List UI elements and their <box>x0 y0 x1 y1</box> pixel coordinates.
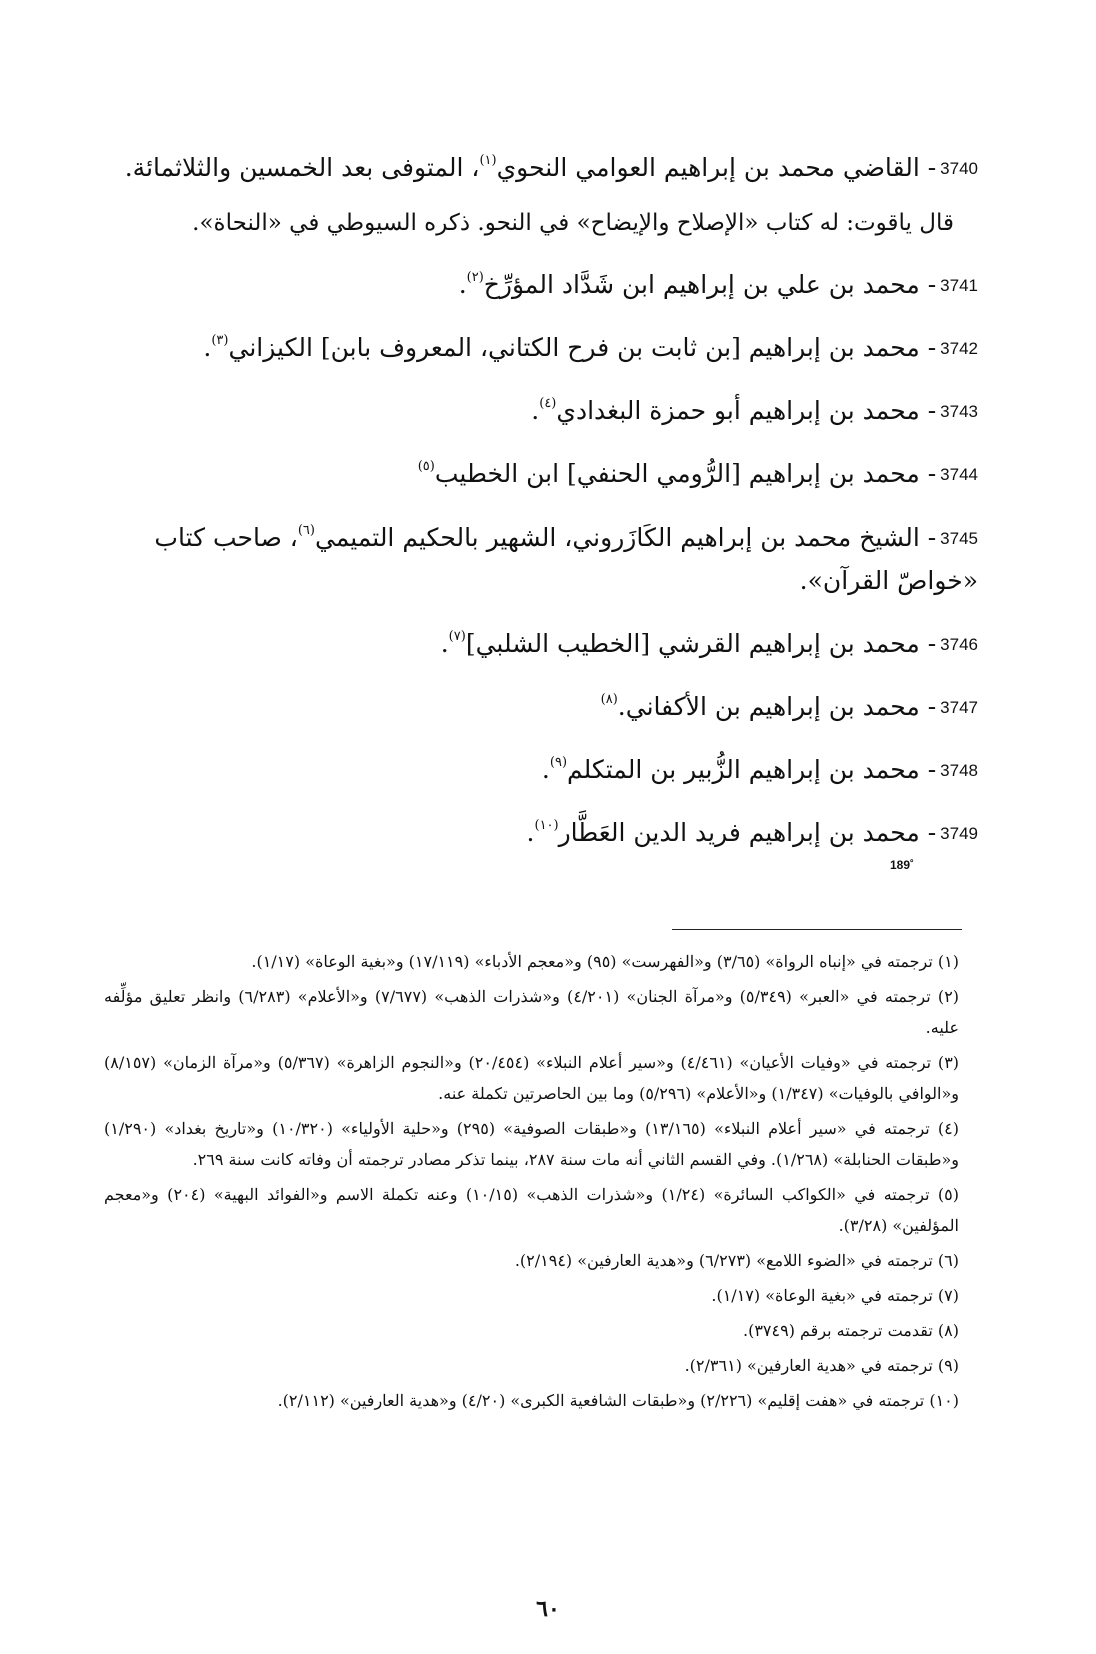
entry-text-tail: ، المتوفى بعد الخمسين والثلاثمائة. <box>124 153 480 182</box>
footnote-1: (١) ترجمته في «إنباه الرواة» (٣/٦٥) و«الفهرست» (٩٥) و«معجم الأدباء» (١٧/١١٩) و«بغية الوعاة» (١/١٧). <box>251 952 959 971</box>
footnote-separator <box>672 929 962 930</box>
page-number: ٦٠ <box>536 1596 560 1622</box>
entry-3749 <box>98 813 978 854</box>
footnote-ref: (٧) <box>448 629 466 644</box>
footnote-ref: (٥) <box>417 459 435 474</box>
entry-text-tail: ، صاحب كتاب «خواصّ القرآن». <box>154 523 978 595</box>
entry-text: - محمد بن إبراهيم [بن ثابت بن فرح الكتاني، المعروف بابن] الكيزاني <box>228 333 937 362</box>
footnote-8: (٨) تقدمت ترجمته برقم (٣٧٤٩). <box>742 1321 959 1340</box>
biographical-entries <box>98 148 978 854</box>
entry-text-tail: . <box>440 629 449 658</box>
entry-text: - محمد بن إبراهيم أبو حمزة البغدادي <box>556 396 937 425</box>
entry-number: 3741 <box>940 276 978 295</box>
entry-number: 3746 <box>940 635 978 654</box>
entry-text-tail: . <box>531 396 540 425</box>
entry-3744 <box>98 454 978 495</box>
entry-3740 <box>98 148 978 189</box>
entry-text: - محمد بن إبراهيم الزُّبير بن المتكلم <box>567 755 937 784</box>
footnote-ref: (٣) <box>211 333 229 348</box>
entry-3748 <box>98 750 978 791</box>
entry-3743 <box>98 391 978 432</box>
footnote-2: (٢) ترجمته في «العبر» (٥/٣٤٩) و«مرآة الجنان» (٤/٢٠١) و«شذرات الذهب» (٧/٦٧٧) و«الأعلام» (٦/٢٨٣) وانظر تعليق مؤلِّفه عليه. <box>104 987 960 1037</box>
footnote-3: (٣) ترجمته في «وفيات الأعيان» (٤/٤٦١) و«سير أعلام النبلاء» (٢٠/٤٥٤) و«النجوم الزاهرة» (٥/٣٦٧) و«مرآة الزمان» (٨/١٥٧) و«الوافي بالوفيات» (١/٣٤٧) و«الأعلام» (٥/٢٩٦) وما بين الحاصرتين تكملة عنه. <box>104 1053 960 1103</box>
entry-text: - القاضي محمد بن إبراهيم العوامي النحوي <box>496 153 937 182</box>
entry-number: 3742 <box>940 339 978 358</box>
footnote-ref: (٤) <box>539 396 557 411</box>
entry-text-tail: . <box>203 333 212 362</box>
entry-3742 <box>98 328 978 369</box>
entry-text: - محمد بن إبراهيم بن الأكفاني. <box>617 692 937 721</box>
footnote-5: (٥) ترجمته في «الكواكب السائرة» (١/٢٤) و«شذرات الذهب» (١٠/١٥) وعنه تكملة الاسم و«الفوائد البهية» (٢٠٤) و«معجم المؤلفين» (٣/٢٨). <box>104 1185 960 1235</box>
entry-3741 <box>98 265 978 306</box>
entry-3740-detail: قال ياقوت: له كتاب «الإصلاح والإيضاح» في النحو. ذكره السيوطي في «النحاة». <box>192 210 954 236</box>
footnote-9: (٩) ترجمته في «هدية العارفين» (٢/٣٦١). <box>684 1356 959 1375</box>
footnote-ref: (٨) <box>600 692 618 707</box>
entry-3745 <box>98 517 978 602</box>
entry-3746 <box>98 624 978 665</box>
entry-number: 3749 <box>940 824 978 843</box>
footnote-ref: (١) <box>479 153 497 168</box>
entry-number: 3744 <box>940 465 978 484</box>
footnote-4: (٤) ترجمته في «سير أعلام النبلاء» (١٣/١٦٥) و«طبقات الصوفية» (٢٩٥) و«حلية الأولياء» (١٠/٣٢٠) و«تاريخ بغداد» (١/٢٩٠) و«طبقات الحنابلة» (١/٢٦٨). وفي القسم الثاني أنه مات سنة ٢٨٧، بينما تذكر مصادر ترجمته أن وفاته كانت سنة ٢٦٩. <box>104 1119 960 1169</box>
source-page-marker: 189˚ <box>889 858 914 872</box>
entry-text: - محمد بن إبراهيم [الرُّومي الحنفي] ابن الخطيب <box>434 459 937 488</box>
entry-text: - محمد بن إبراهيم فريد الدين العَطَّار <box>558 818 937 847</box>
footnotes <box>104 946 959 1420</box>
entry-text-tail: . <box>458 270 467 299</box>
entry-text: - الشيخ محمد بن إبراهيم الكَازَروني، الشهير بالحكيم التميمي <box>314 523 937 552</box>
entry-number: 3745 <box>940 529 978 548</box>
footnote-10: (١٠) ترجمته في «هفت إقليم» (٢/٢٢٦) و«طبقات الشافعية الكبرى» (٤/٢٠) و«هدية العارفين» (٢/١١٢). <box>277 1391 959 1410</box>
footnote-7: (٧) ترجمته في «بغية الوعاة» (١/١٧). <box>711 1286 959 1305</box>
entry-number: 3743 <box>940 402 978 421</box>
entry-text: - محمد بن إبراهيم القرشي [الخطيب الشلبي] <box>465 629 937 658</box>
entry-3747 <box>98 687 978 728</box>
entry-number: 3748 <box>940 761 978 780</box>
entry-text-tail: . <box>541 755 550 784</box>
footnote-6: (٦) ترجمته في «الضوء اللامع» (٦/٢٧٣) و«هدية العارفين» (٢/١٩٤). <box>514 1251 959 1270</box>
footnote-ref: (٦) <box>297 523 315 538</box>
entry-text: - محمد بن علي بن إبراهيم ابن شَدَّاد المؤرِّخ <box>483 270 937 299</box>
entry-number: 3740 <box>940 159 978 178</box>
footnote-ref: (٢) <box>466 270 484 285</box>
footnote-ref: (٩) <box>549 755 568 770</box>
entry-text-tail: . <box>526 818 535 847</box>
entry-number: 3747 <box>940 698 978 717</box>
footnote-ref: (١٠) <box>534 818 559 833</box>
